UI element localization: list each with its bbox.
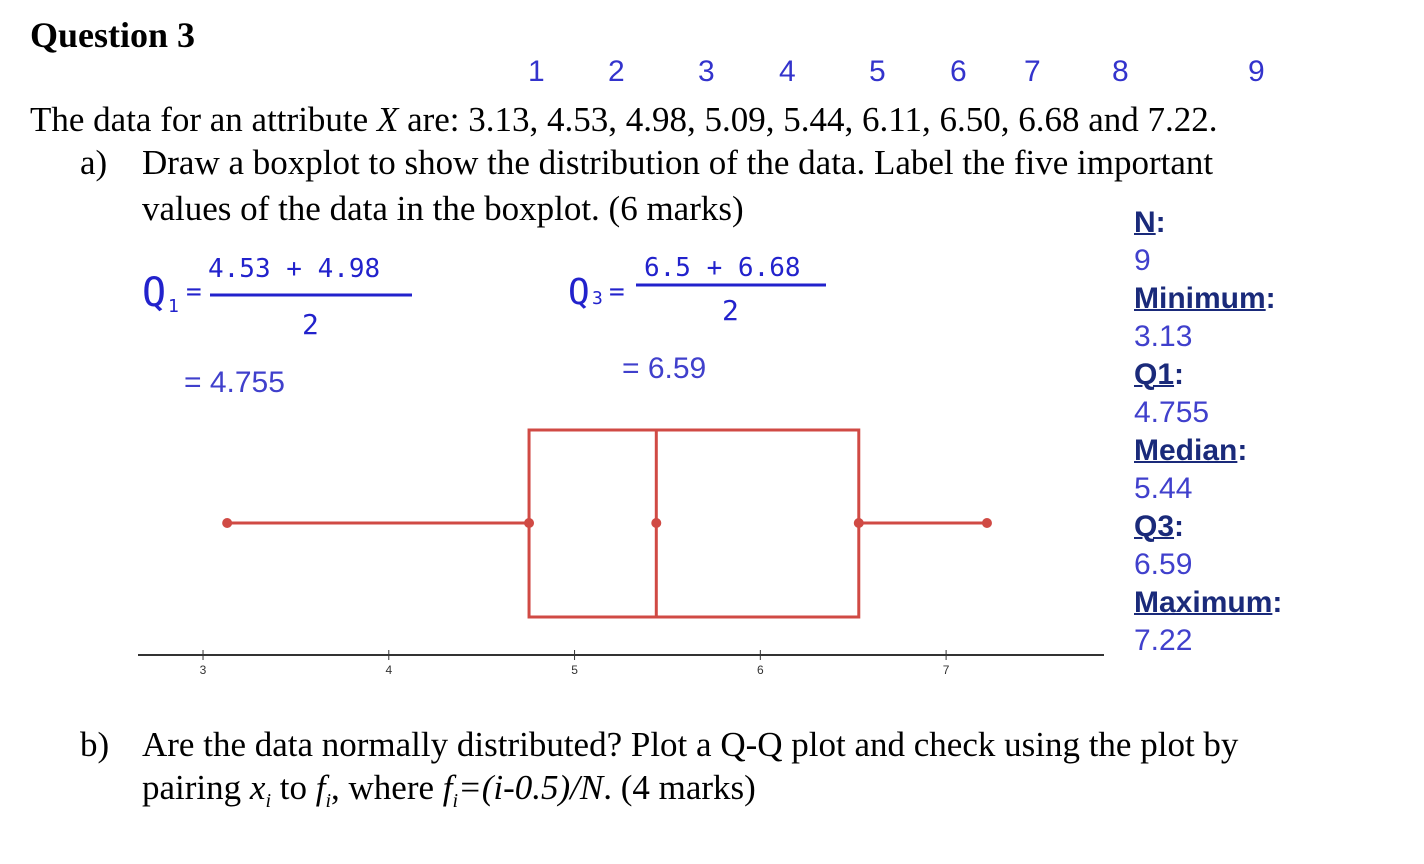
summary-min-value: 3.13 (1134, 320, 1193, 353)
data-intro: The data for an attribute (30, 100, 377, 139)
boxplot (222, 430, 992, 617)
summary-q1-label: Q1: (1134, 358, 1185, 391)
q1-numerator: 4.53 + 4.98 (208, 254, 381, 284)
question-title: Question 3 (30, 15, 196, 55)
index-7: 7 (1024, 55, 1041, 88)
part-b-line-2: pairing $x_i$ to $f_i$, where $f_i=(i-0.5)/N$. (4 marks) (142, 768, 756, 812)
q1-result: = 4.755 (184, 366, 285, 399)
part-b-line-1 (80, 725, 1238, 765)
summary-q3-value: 6.59 (1134, 548, 1193, 581)
x-axis (138, 650, 1104, 677)
q1-denominator: 2 (302, 308, 319, 341)
summary-max-label: Maximum: (1134, 586, 1283, 619)
part-a-line-2: values of the data in the boxplot. (6 marks) (142, 189, 744, 228)
part-a-label: a) (80, 143, 108, 182)
x-tick-label-5: 5 (571, 663, 578, 677)
index-9: 9 (1248, 55, 1265, 88)
summary-min-label: Minimum: (1134, 282, 1276, 315)
q1-handwritten-label: Q (142, 270, 167, 316)
index-8: 8 (1112, 55, 1129, 88)
summary-median-value: 5.44 (1134, 472, 1193, 505)
q3-handwritten-label: Q (568, 272, 590, 313)
max-point (982, 518, 992, 528)
q3-point (854, 518, 864, 528)
x-tick-label-7: 7 (942, 663, 950, 677)
median-point (651, 518, 661, 528)
summary-n-value: 9 (1134, 244, 1151, 277)
q1-equals: = (186, 277, 202, 307)
index-6: 6 (950, 55, 967, 88)
q3-denominator: 2 (722, 294, 739, 327)
index-2: 2 (608, 55, 625, 88)
data-values: are: 3.13, 4.53, 4.98, 5.09, 5.44, 6.11, 6.50, 6.68 and 7.22. (398, 100, 1218, 139)
q3-result: = 6.59 (622, 352, 707, 385)
index-1: 1 (528, 55, 545, 88)
q3-equals: = (609, 277, 625, 307)
q1-point (524, 518, 534, 528)
x-tick-label-3: 3 (199, 663, 207, 677)
index-5: 5 (869, 55, 886, 88)
summary-q3-label: Q3: (1134, 510, 1185, 543)
summary-median-label: Median: (1134, 434, 1248, 467)
index-4: 4 (779, 55, 796, 88)
attribute-symbol: X (376, 100, 399, 139)
part-b-text-1: Are the data normally distributed? Plot a Q-Q plot and check using the plot by (142, 725, 1239, 764)
q3-handwritten-sub: 3 (592, 288, 603, 309)
iqr-box (529, 430, 859, 617)
part-b-label: b) (80, 725, 110, 764)
part-a-text-1: Draw a boxplot to show the distribution of the data. Label the five important (142, 143, 1214, 182)
q3-numerator: 6.5 + 6.68 (644, 253, 801, 283)
q1-handwritten-sub: 1 (168, 296, 179, 317)
min-point (222, 518, 232, 528)
x-tick-label-4: 4 (385, 663, 393, 677)
index-3: 3 (698, 55, 715, 88)
summary-max-value: 7.22 (1134, 624, 1193, 657)
summary-n-label: N: (1134, 206, 1166, 239)
summary-q1-value: 4.755 (1134, 396, 1210, 429)
x-tick-label-6: 6 (756, 663, 764, 677)
